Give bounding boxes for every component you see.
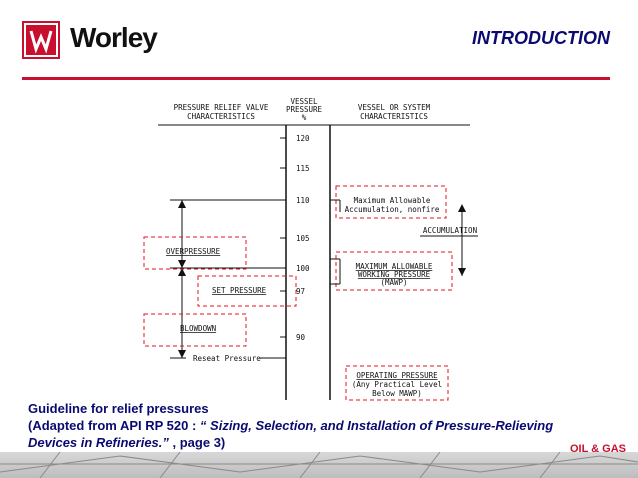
right-header-line-2: CHARACTERISTICS bbox=[360, 112, 428, 121]
reseat-pressure-label: Reseat Pressure bbox=[193, 354, 261, 363]
scale-label-97: 97 bbox=[296, 287, 306, 296]
scale-label-90: 90 bbox=[296, 333, 306, 342]
mawp-line-3: (MAWP) bbox=[380, 278, 408, 287]
accumulation-arrow-up bbox=[458, 204, 466, 212]
footer-band bbox=[0, 452, 638, 478]
caption-title-part-1: “ Sizing, Selection, and Installation of Pressure-Relieving bbox=[199, 418, 554, 433]
overpressure-arrow-down bbox=[178, 260, 186, 268]
max-accumulation-line-1: Maximum Allowable bbox=[353, 196, 431, 205]
left-header-line-2: CHARACTERISTICS bbox=[187, 112, 255, 121]
right-header-line-1: VESSEL OR SYSTEM bbox=[357, 103, 431, 112]
slide-title: INTRODUCTION bbox=[472, 28, 610, 48]
scale-label-105: 105 bbox=[296, 234, 310, 243]
scale-label-120: 120 bbox=[296, 134, 310, 143]
operating-line-1: OPERATING PRESSURE bbox=[356, 371, 438, 380]
center-header-line-3: % bbox=[301, 113, 307, 122]
brand-name: Worley bbox=[70, 22, 157, 53]
caption-line-3 bbox=[28, 434, 628, 451]
blowdown-label: BLOWDOWN bbox=[180, 324, 217, 333]
mawp-line-1: MAXIMUM ALLOWABLE bbox=[355, 262, 433, 271]
overpressure-label: OVERPRESSURE bbox=[166, 247, 221, 256]
scale-label-100: 100 bbox=[296, 264, 310, 273]
center-header-line-2: PRESSURE bbox=[285, 105, 323, 114]
max-accumulation-line-2: Accumulation, nonfire bbox=[344, 205, 440, 214]
scale-label-110: 110 bbox=[296, 196, 310, 205]
blowdown-arrow-down bbox=[178, 350, 186, 358]
operating-line-3: Below MAWP) bbox=[372, 389, 422, 398]
set-pressure-label: SET PRESSURE bbox=[212, 286, 267, 295]
center-header-line-1: VESSEL bbox=[290, 97, 318, 106]
caption-title-part-2: Devices in Refineries.” bbox=[28, 435, 169, 450]
overpressure-arrow-up bbox=[178, 200, 186, 208]
accumulation-label: ACCUMULATION bbox=[422, 226, 478, 235]
scale-label-115: 115 bbox=[296, 164, 310, 173]
caption-line-2 bbox=[28, 417, 628, 434]
caption-line-1: Guideline for relief pressures bbox=[28, 401, 209, 416]
caption-source: (Adapted from API RP 520 : bbox=[28, 418, 200, 433]
figure-caption bbox=[28, 400, 628, 451]
footer-structure-graphic bbox=[0, 452, 638, 478]
accumulation-arrow-down bbox=[458, 268, 466, 276]
operating-line-2: (Any Practical Level bbox=[351, 380, 443, 389]
pressure-scale bbox=[280, 134, 310, 342]
caption-page: , page 3) bbox=[168, 435, 226, 450]
left-header-line-1: PRESSURE RELIEF VALVE bbox=[173, 103, 269, 112]
mawp-line-2: WORKING PRESSURE bbox=[357, 270, 431, 279]
footer-tag: OIL & GAS bbox=[569, 443, 626, 455]
